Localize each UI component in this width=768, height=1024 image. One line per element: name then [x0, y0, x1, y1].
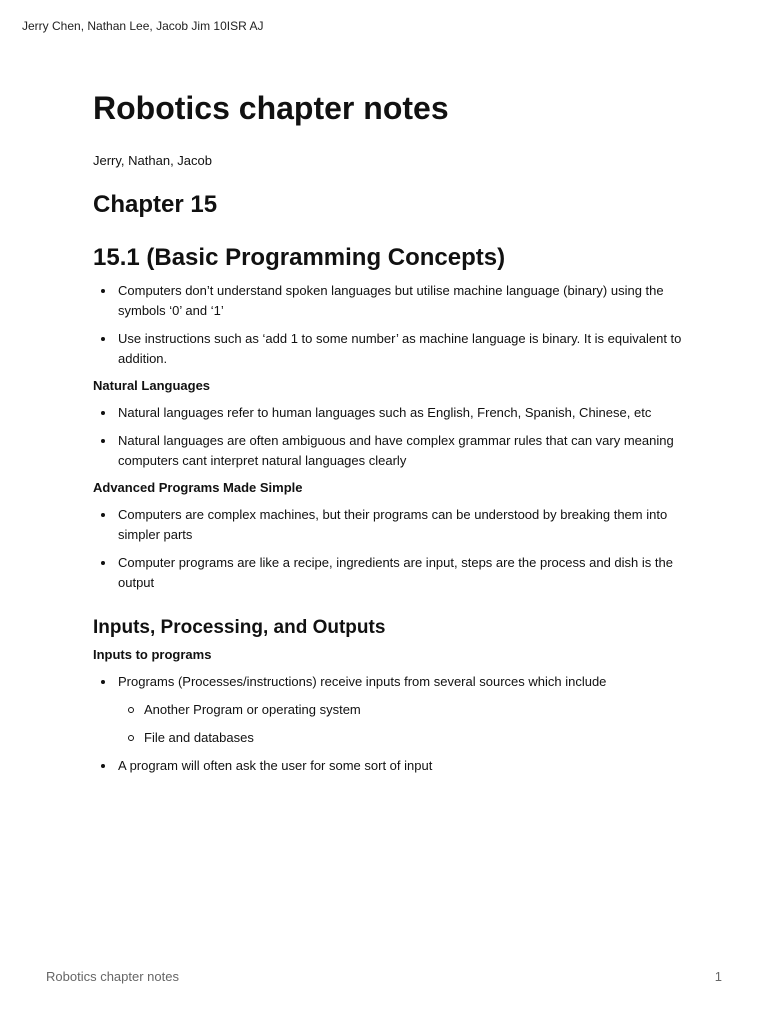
list-item — [93, 756, 683, 776]
natural-languages-list — [93, 403, 683, 471]
list-item — [93, 553, 683, 593]
bullet-circle-icon — [128, 735, 134, 741]
inputs-heading: Inputs to programs — [93, 647, 212, 662]
intro-bullet-list — [93, 281, 683, 369]
authors-line: Jerry, Nathan, Jacob — [93, 153, 212, 168]
document-title: Robotics chapter notes — [93, 90, 449, 126]
sub-list-item — [118, 700, 683, 720]
sub-list-item-text: Another Program or operating system — [144, 702, 361, 717]
document-body — [93, 86, 683, 784]
bullet-dot-icon — [101, 289, 105, 293]
bullet-dot-icon — [101, 561, 105, 565]
bullet-dot-icon — [101, 513, 105, 517]
bullet-dot-icon — [101, 411, 105, 415]
bullet-dot-icon — [101, 680, 105, 684]
list-item-text: Natural languages are often ambiguous and have complex grammar rules that can vary meaning computers cant interpret natural languages clearly — [118, 433, 674, 468]
list-item-text: Use instructions such as ‘add 1 to some number’ as machine language is binary. It is equivalent to addition. — [118, 331, 682, 366]
ipo-heading: Inputs, Processing, and Outputs — [93, 617, 386, 638]
list-item — [93, 329, 683, 369]
list-item — [93, 672, 683, 748]
footer-title: Robotics chapter notes — [46, 969, 179, 984]
advanced-programs-heading: Advanced Programs Made Simple — [93, 480, 303, 495]
section-heading: 15.1 (Basic Programming Concepts) — [93, 244, 506, 271]
bullet-dot-icon — [101, 439, 105, 443]
list-item — [93, 403, 683, 423]
footer-page-number: 1 — [714, 969, 722, 984]
list-item-text: Computer programs are like a recipe, ingredients are input, steps are the process and dish is the output — [118, 555, 673, 590]
list-item-text: Computers don’t understand spoken languages but utilise machine language (binary) using the symbols ‘0’ and ‘1’ — [118, 283, 664, 318]
bullet-dot-icon — [101, 337, 105, 341]
running-header: Jerry Chen, Nathan Lee, Jacob Jim 10ISR AJ — [22, 19, 264, 33]
bullet-circle-icon — [128, 707, 134, 713]
list-item-text: Natural languages refer to human languages such as English, French, Spanish, Chinese, etc — [118, 405, 652, 420]
bullet-dot-icon — [101, 764, 105, 768]
list-item — [93, 431, 683, 471]
list-item — [93, 281, 683, 321]
list-item-text: A program will often ask the user for some sort of input — [118, 758, 433, 773]
list-item — [93, 505, 683, 545]
inputs-sub-list — [118, 700, 683, 748]
sub-list-item — [118, 728, 683, 748]
chapter-heading: Chapter 15 — [93, 191, 218, 218]
sub-list-item-text: File and databases — [144, 730, 254, 745]
advanced-programs-list — [93, 505, 683, 593]
list-item-text: Programs (Processes/instructions) receive inputs from several sources which include — [118, 674, 607, 689]
natural-languages-heading: Natural Languages — [93, 378, 211, 393]
inputs-list — [93, 672, 683, 776]
list-item-text: Computers are complex machines, but their programs can be understood by breaking them into simpler parts — [118, 507, 668, 542]
